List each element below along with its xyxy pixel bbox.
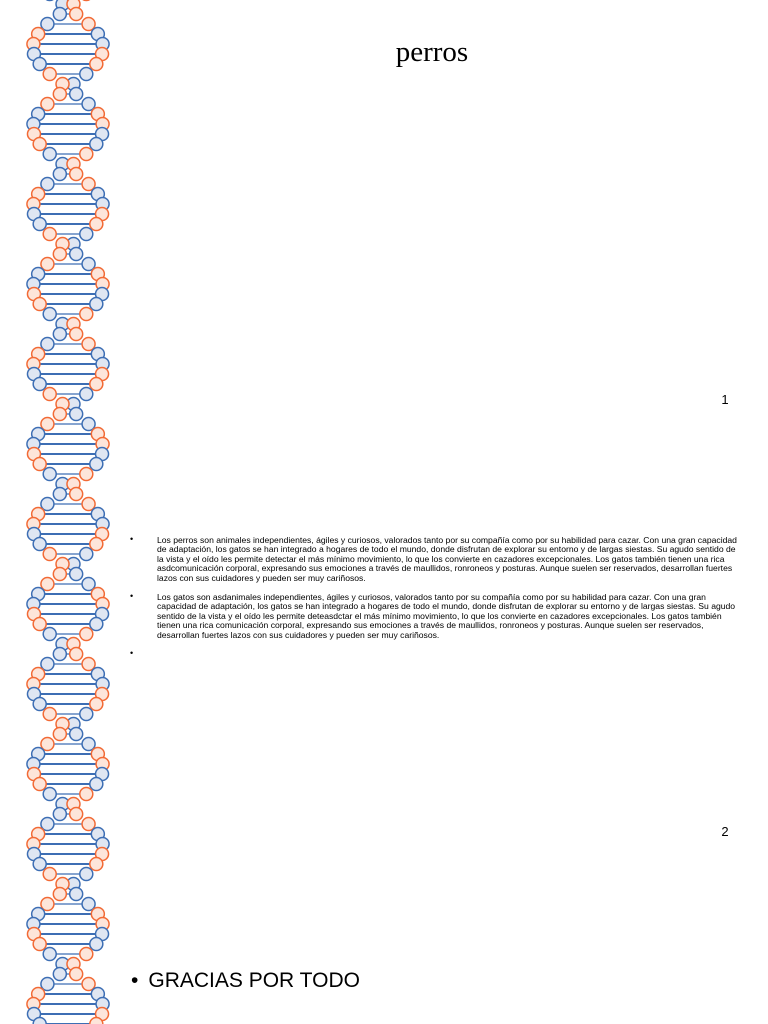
dna-rung xyxy=(43,228,93,241)
dna-node-orange xyxy=(90,378,103,391)
dna-node-blue xyxy=(33,698,46,711)
dna-rung xyxy=(43,308,93,321)
dna-node-orange xyxy=(53,88,66,101)
dna-node-blue xyxy=(90,778,103,791)
dna-node-blue xyxy=(70,408,83,421)
dna-node-blue xyxy=(70,888,83,901)
dna-node-blue xyxy=(80,708,93,721)
dna-rung xyxy=(33,138,103,151)
dna-node-blue xyxy=(90,938,103,951)
dna-node-orange xyxy=(43,68,56,81)
bullet-icon: • xyxy=(130,648,134,659)
dna-rung xyxy=(33,618,103,631)
dna-node-orange xyxy=(70,168,83,181)
dna-rung xyxy=(32,108,105,121)
dna-rung xyxy=(33,858,103,871)
dna-rung xyxy=(53,88,82,101)
dna-rung xyxy=(53,8,82,21)
dna-node-blue xyxy=(70,568,83,581)
dna-rung xyxy=(43,948,93,961)
dna-rung xyxy=(53,648,82,661)
dna-rung xyxy=(43,148,93,161)
dna-node-blue xyxy=(43,308,56,321)
dna-node-orange xyxy=(90,218,103,231)
dna-node-blue xyxy=(43,788,56,801)
dna-rung xyxy=(32,188,105,201)
dna-node-blue xyxy=(43,0,56,1)
dna-rung xyxy=(32,28,105,41)
page-title: perros xyxy=(395,36,469,68)
dna-node-blue xyxy=(53,648,66,661)
dna-node-blue xyxy=(53,808,66,821)
dna-node-blue xyxy=(70,248,83,261)
dna-rung xyxy=(43,388,93,401)
dna-node-orange xyxy=(90,538,103,551)
bullet-icon: • xyxy=(131,969,139,992)
dna-rung xyxy=(33,58,103,71)
dna-rung xyxy=(32,748,105,761)
dna-node-orange xyxy=(33,298,46,311)
dna-node-orange xyxy=(70,328,83,341)
dna-rung xyxy=(33,538,103,551)
dna-node-blue xyxy=(80,388,93,401)
dna-rung xyxy=(53,248,82,261)
dna-rung xyxy=(53,408,82,421)
dna-rung xyxy=(33,378,103,391)
dna-node-blue xyxy=(33,218,46,231)
dna-node-orange xyxy=(53,408,66,421)
bullet-icon: • xyxy=(130,591,134,602)
dna-rung xyxy=(41,98,95,111)
dna-node-orange xyxy=(70,648,83,661)
dna-node-orange xyxy=(80,468,93,481)
bullet-text: Los gatos son asdanimales independientes, ágiles y curiosos, valorados tanto por su compañía como por su habilidad para cazar. Con una gran capacidad de adaptación, los gatos se han integrado a hogares de todo el mundo, donde disfrutan de explorar su entorno y de largas siestas. Su agudo sentido de la vista y el oído les permite deteasdctar el más mínimo movimiento, lo que los convierte en cazadores excepcionales. Los gatos también tienen una rica comunicación corporal, expresando sus emociones a través de maullidos, ronroneos y posturas. Aunque suelen ser reservados, desarrollan fuertes lazos con sus cuidadores y pueden ser muy cariñosos. xyxy=(157,592,736,640)
dna-rung xyxy=(32,348,105,361)
dna-node-orange xyxy=(33,138,46,151)
dna-rung xyxy=(53,568,82,581)
dna-node-orange xyxy=(90,858,103,871)
closing-text: GRACIAS POR TODO xyxy=(148,969,360,992)
dna-rung xyxy=(41,418,95,431)
dna-rung xyxy=(41,898,95,911)
dna-node-blue xyxy=(90,618,103,631)
dna-rung xyxy=(41,738,95,751)
dna-node-blue xyxy=(43,148,56,161)
bullet-item-perros xyxy=(128,536,740,583)
dna-node-blue xyxy=(53,168,66,181)
dna-rung xyxy=(32,428,105,441)
dna-rung xyxy=(43,468,93,481)
dna-rung xyxy=(33,1018,103,1024)
dna-rung xyxy=(43,68,93,81)
dna-node-blue xyxy=(90,298,103,311)
dna-node-orange xyxy=(90,698,103,711)
dna-rung xyxy=(32,508,105,521)
dna-node-blue xyxy=(33,1018,46,1024)
dna-node-orange xyxy=(80,628,93,641)
dna-rung xyxy=(32,908,105,921)
dna-node-orange xyxy=(90,58,103,71)
dna-node-blue xyxy=(53,328,66,341)
dna-rung xyxy=(32,588,105,601)
dna-node-blue xyxy=(33,538,46,551)
dna-node-orange xyxy=(43,388,56,401)
dna-rung xyxy=(53,808,82,821)
dna-node-orange xyxy=(70,488,83,501)
dna-node-orange xyxy=(70,8,83,21)
dna-node-blue xyxy=(90,458,103,471)
bullet-text: Los perros son animales independientes, ágiles y curiosos, valorados tanto por su compañía como por su habilidad para cazar. Con una gran capacidad de adaptación, los gatos se han integrado a hogares de todo el mundo, donde disfrutan de explorar su entorno y de largas siestas. Su agudo sentido de la vista y el oído les permite detectar el más mínimo movimiento, lo que los convierte en cazadores excepcionales. Los gatos también tienen una rica asdcomunicación corporal, expresando sus emociones a través de maullidos, ronroneos y posturas. Aunque suelen ser reservados, desarrollan fuertes lazos con sus cuidadores y pueden ser muy cariñosos. xyxy=(157,535,737,583)
dna-rung xyxy=(41,258,95,271)
dna-node-blue xyxy=(43,468,56,481)
dna-rung xyxy=(33,218,103,231)
dna-rung xyxy=(41,578,95,591)
dna-rung xyxy=(53,968,82,981)
dna-node-blue xyxy=(43,628,56,641)
dna-node-blue xyxy=(53,488,66,501)
page-number-1: 1 xyxy=(721,392,729,407)
dna-rung xyxy=(53,328,82,341)
dna-rung xyxy=(33,458,103,471)
bullet-list xyxy=(128,536,740,669)
dna-node-blue xyxy=(33,378,46,391)
dna-node-blue xyxy=(90,138,103,151)
dna-node-orange xyxy=(80,0,93,1)
dna-node-orange xyxy=(53,728,66,741)
bullet-item-gatos xyxy=(128,593,740,640)
dna-rung xyxy=(32,268,105,281)
dna-rung xyxy=(32,668,105,681)
dna-node-blue xyxy=(43,948,56,961)
dna-node-blue xyxy=(70,728,83,741)
dna-node-orange xyxy=(43,548,56,561)
dna-rung xyxy=(33,938,103,951)
dna-node-orange xyxy=(90,1018,103,1024)
dna-rung xyxy=(43,548,93,561)
dna-node-orange xyxy=(70,968,83,981)
page-number-2: 2 xyxy=(721,824,729,839)
dna-rung xyxy=(41,978,95,991)
dna-node-blue xyxy=(70,88,83,101)
dna-rung xyxy=(41,178,95,191)
dna-node-blue xyxy=(33,858,46,871)
dna-rung xyxy=(53,728,82,741)
dna-rung xyxy=(41,18,95,31)
dna-node-blue xyxy=(80,68,93,81)
dna-node-blue xyxy=(33,58,46,71)
dna-node-orange xyxy=(53,248,66,261)
dna-node-orange xyxy=(80,788,93,801)
dna-node-blue xyxy=(80,228,93,241)
dna-node-orange xyxy=(33,938,46,951)
dna-node-orange xyxy=(53,888,66,901)
dna-rung xyxy=(53,888,82,901)
dna-rung xyxy=(33,778,103,791)
dna-node-orange xyxy=(43,868,56,881)
dna-rung xyxy=(32,828,105,841)
dna-rung xyxy=(41,818,95,831)
bullet-item-empty xyxy=(128,650,740,659)
dna-rung xyxy=(53,168,82,181)
bullet-icon: • xyxy=(130,534,134,544)
dna-node-orange xyxy=(43,708,56,721)
dna-helix-decoration xyxy=(0,0,130,1024)
dna-node-orange xyxy=(43,228,56,241)
dna-rung xyxy=(33,698,103,711)
dna-node-blue xyxy=(53,8,66,21)
dna-rung xyxy=(43,628,93,641)
dna-rung xyxy=(33,298,103,311)
dna-rung xyxy=(53,488,82,501)
dna-node-orange xyxy=(33,458,46,471)
dna-node-orange xyxy=(80,948,93,961)
dna-rung xyxy=(32,988,105,1001)
dna-rung xyxy=(41,338,95,351)
dna-node-blue xyxy=(80,548,93,561)
dna-node-blue xyxy=(80,868,93,881)
dna-node-orange xyxy=(70,808,83,821)
dna-node-orange xyxy=(53,568,66,581)
dna-node-orange xyxy=(33,618,46,631)
dna-node-orange xyxy=(80,148,93,161)
dna-rung xyxy=(43,788,93,801)
dna-rung xyxy=(43,868,93,881)
dna-node-blue xyxy=(53,968,66,981)
closing-message xyxy=(131,967,631,995)
dna-node-orange xyxy=(80,308,93,321)
dna-rung xyxy=(43,708,93,721)
dna-rung xyxy=(41,498,95,511)
dna-rung xyxy=(41,658,95,671)
dna-node-orange xyxy=(33,778,46,791)
